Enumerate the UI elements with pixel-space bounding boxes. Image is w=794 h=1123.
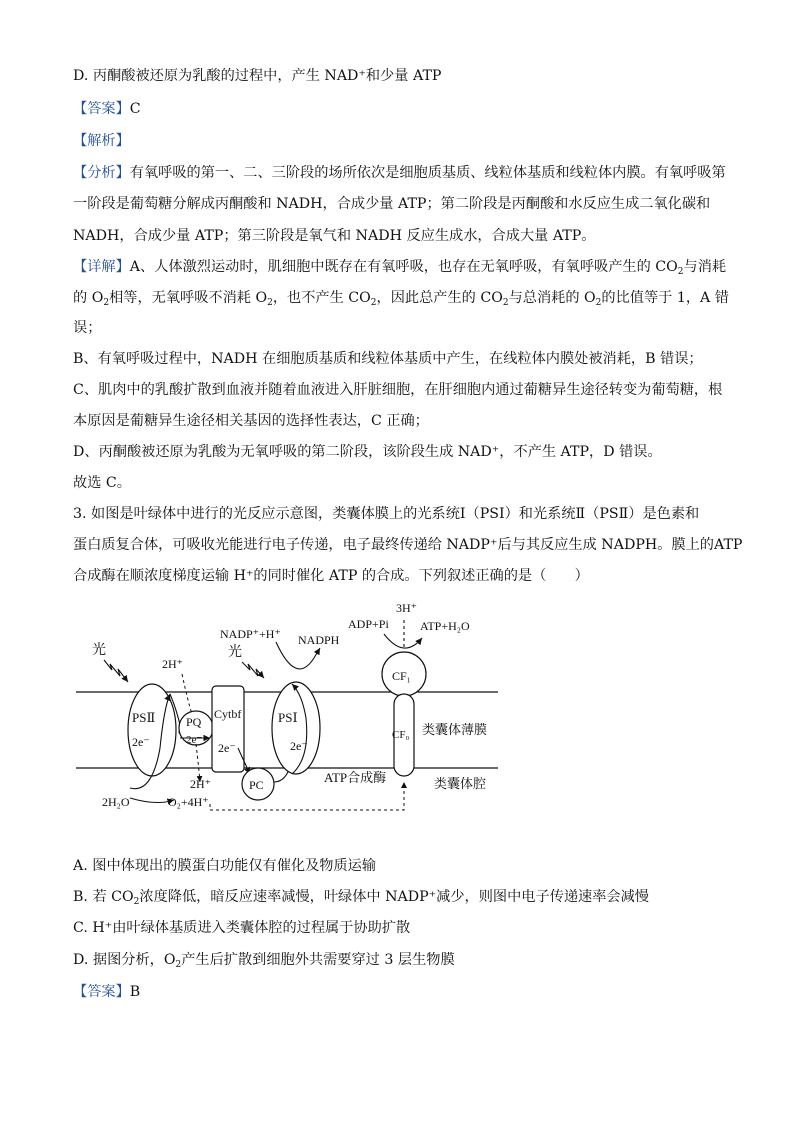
xiangjie-tag: 【详解】 (73, 259, 130, 275)
ps1-label: PSⅠ (278, 710, 298, 725)
three-h-label: 3H⁺ (396, 601, 417, 615)
xiangjie-a-text-1: A、人体激烈运动时，肌细胞中既存在有氧呼吸，也存在无氧呼吸，有氧呼吸产生的 CO (129, 259, 678, 275)
pq-label: PQ (186, 715, 202, 729)
top-2h-dashed-arrow (182, 674, 192, 714)
xiangjie-line-1: 【详解】A、人体激烈运动时，肌细胞中既存在有氧呼吸，也存在无氧呼吸，有氧呼吸产生的 $CO_2$与消耗 (73, 259, 727, 277)
nadp-in-label: NADP⁺+H⁺ (220, 627, 281, 641)
membrane-label: 类囊体薄膜 (422, 722, 488, 737)
lumen-h-dashed-path (210, 782, 404, 810)
light-reaction-diagram (70, 598, 510, 818)
ps2-label: PSⅡ (132, 710, 156, 725)
answer-value: C (129, 101, 141, 117)
answer-tag: 【答案】 (73, 101, 130, 117)
text-seg: 产生后扩散到细胞外共需要穿过 3 层生物膜 (181, 952, 455, 968)
xiangjie-a-line-3: 误； (73, 320, 102, 336)
top-2h-label: 2H⁺ (162, 657, 183, 671)
light-left-zigzag (104, 660, 128, 682)
text-seg: 浓度降低，暗反应速率减慢，叶绿体中 NADP⁺减少，则图中电子传递速率会减慢 (139, 889, 649, 905)
q3-stem-line-1: 3. 如图是叶绿体中进行的光反应示意图，类囊体膜上的光系统Ⅰ（PSⅠ）和光系统Ⅱ（PSⅡ）是色素和 (73, 506, 700, 522)
answer-line-q3 (73, 982, 140, 1002)
cytbf-electron-label: 2e⁻ (218, 741, 236, 755)
fenxi-text-1: 有氧呼吸的第一、二、三阶段的场所依次是细胞质基质、线粒体基质和线粒体内膜。有氧呼吸第 (129, 165, 726, 181)
adp-pi-label: ADP+Pi (348, 617, 389, 631)
xiangjie-a-line-2: 的 $O_2$相等，无氧呼吸不消耗 $O_2$，也不产生 $CO_2$，因此总产生的 $CO_2$与总消耗的 $O_2$的比值等于 1，A 错 (73, 290, 729, 308)
fenxi-tag: 【分析】 (73, 165, 130, 181)
prev-option-d: D. 丙酮酸被还原为乳酸的过程中，产生 NAD⁺和少量 ATP (73, 68, 442, 84)
conclusion-line: 故选 C。 (73, 475, 131, 491)
atp-synthase-label: ATP合成酶 (324, 770, 387, 785)
lumen-label: 类囊体腔 (434, 776, 487, 791)
answer-line-q2 (73, 99, 141, 119)
xiangjie-d-line: D、丙酮酸被还原为乳酸为无氧呼吸的第二阶段，该阶段生成 NAD⁺，不产生 ATP，D 错误。 (73, 444, 662, 460)
text-seg: B. 若 CO (73, 889, 134, 905)
h2o-label: 2H₂O (102, 795, 130, 809)
text-seg: 相等，无氧呼吸不消耗 O (109, 290, 268, 306)
q3-option-c: C. H⁺由叶绿体基质进入类囊体腔的过程属于协助扩散 (73, 920, 411, 936)
text-seg: D. 据图分析，O (73, 952, 176, 968)
analysis-label: 【解析】 (73, 133, 130, 149)
q3-option-d: D. 据图分析，$O_2$产生后扩散到细胞外共需要穿过 3 层生物膜 (73, 952, 455, 970)
text-seg: 与总消耗的 O (508, 290, 596, 306)
q3-option-b: B. 若 $CO_2$浓度降低，暗反应速率减慢，叶绿体中 NADP⁺减少，则图中电子传递速率会减慢 (73, 889, 649, 907)
bottom-2h-label: 2H⁺ (190, 777, 211, 791)
light-left-label: 光 (92, 643, 106, 658)
ps2-electron-label: 2e⁻ (132, 735, 150, 749)
xiangjie-a-text-2: 与消耗 (683, 259, 727, 275)
xiangjie-c-line-2: 本原因是葡糖异生途径相关基因的选择性表达，C 正确； (73, 413, 429, 429)
analysis-tag (73, 131, 130, 151)
fenxi-line-2: 一阶段是葡萄糖分解成丙酮酸和 NADH，合成少量 ATP；第二阶段是丙酮酸和水反应生成二氧化碳和 (73, 196, 711, 212)
adp-to-atp-arrow (384, 634, 422, 648)
q3-stem-line-3: 合成酶在顺浓度梯度运输 H⁺的同时催化 ATP 的合成。下列叙述正确的是（ ） (73, 568, 589, 584)
cytbf-complex (212, 686, 244, 772)
answer-value: B (129, 984, 141, 1000)
light-right-label: 光 (228, 645, 242, 660)
light-right-zigzag (242, 662, 264, 678)
q3-stem-line-2: 蛋白质复合体，可吸收光能进行电子传递，电子最终传递给 NADP⁺后与其反应生成 NADPH。膜上的ATP (73, 537, 743, 553)
text-seg: 的 O (73, 290, 104, 306)
o2-label: O₂+4H⁺ (168, 795, 209, 809)
nadph-label: NADPH (298, 633, 340, 647)
text-seg: 的比值等于 1，A 错 (601, 290, 729, 306)
ps1-electron-label: 2e⁻ (290, 739, 308, 753)
text-seg: ，也不产生 CO (272, 290, 371, 306)
cf1-label: CF₁ (392, 669, 411, 683)
q3-option-a: A. 图中体现出的膜蛋白功能仅有催化及物质运输 (73, 858, 377, 874)
fenxi-line-1 (73, 163, 726, 183)
atp-h2o-label: ATP+H₂O (420, 619, 470, 633)
answer-tag: 【答案】 (73, 984, 130, 1000)
ps1-complex (272, 682, 320, 774)
cf0-label: CF₀ (392, 729, 410, 741)
cytbf-label: Cytbf (214, 707, 242, 721)
fenxi-line-3: NADH，合成少量 ATP；第三阶段是氧气和 NADH 反应生成水，合成大量 ATP。 (73, 228, 596, 244)
pc-label: PC (249, 778, 264, 792)
xiangjie-b-line: B、有氧呼吸过程中，NADH 在细胞质基质和线粒体基质中产生，在线粒体内膜处被消耗，B 错误； (73, 351, 703, 367)
xiangjie-c-line-1: C、肌肉中的乳酸扩散到血液并随着血液进入肝脏细胞，在肝细胞内通过葡糖异生途径转变为葡萄糖，根 (73, 382, 723, 398)
pq-electron-label: 2e⁻ (186, 734, 203, 746)
text-seg: ，因此总产生的 CO (376, 290, 503, 306)
